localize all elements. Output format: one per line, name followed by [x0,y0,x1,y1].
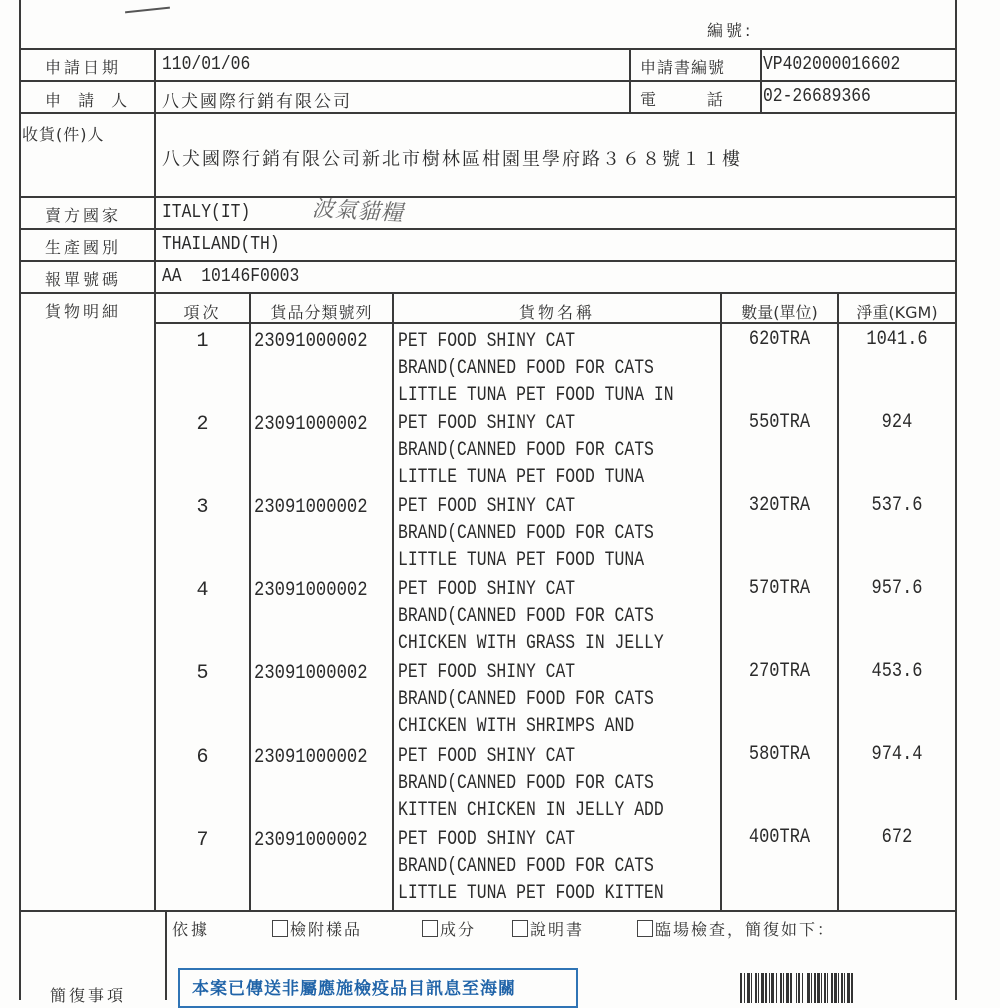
serial-label: 編號: [707,21,754,40]
checkbox-icon[interactable] [637,920,653,937]
item-no: 1 [196,330,209,353]
option-ingredients[interactable]: 成分 [422,917,476,940]
quantity: 570TRA [748,577,811,600]
col-header-net-weight: 淨重(KGM) [856,303,938,322]
application-no-value: VP402000016602 [763,53,901,75]
net-weight: 974.4 [871,743,923,766]
seller-country-value: ITALY(IT) [162,201,251,223]
description-line: LITTLE TUNA PET FOOD TUNA [398,549,645,572]
item-no: 3 [196,496,209,519]
col-header-hs-code: 貨品分類號列 [270,303,373,322]
row-line [19,112,957,114]
item-no: 5 [196,662,209,685]
col-header-description: 貨物名稱 [518,303,595,322]
checkbox-icon[interactable] [512,920,528,937]
col-divider [249,292,251,910]
option-onsite-inspection[interactable]: 臨場檢查，簡復如下： [637,917,835,940]
divider [760,48,762,112]
description-line: BRAND(CANNED FOOD FOR CATS [398,605,654,628]
row-line [19,228,957,230]
description-line: BRAND(CANNED FOOD FOR CATS [398,522,654,545]
row-line [19,48,957,50]
item-no: 7 [196,829,209,852]
description-line: PET FOOD SHINY CAT [398,330,576,353]
origin-country-label: 生產國別 [45,238,122,257]
customs-stamp: 本案已傳送非屬應施檢疫品目訊息至海關 [178,968,578,1008]
declaration-no-label: 報單號碼 [45,270,122,289]
col-divider [720,292,722,910]
hs-code: 23091000002 [254,829,368,852]
col-divider [837,292,839,910]
application-no-label: 申請書編號 [640,58,726,77]
table-bottom-line [19,910,957,912]
description-line: BRAND(CANNED FOOD FOR CATS [398,772,654,795]
apply-date-value: 110/01/06 [162,53,251,75]
row-line [19,196,957,198]
description-line: CHICKEN WITH GRASS IN JELLY [398,632,664,655]
row-line [19,260,957,262]
scan-mark [125,7,170,14]
hs-code: 23091000002 [254,746,368,769]
hs-code: 23091000002 [254,662,368,685]
checkbox-icon[interactable] [272,920,288,937]
description-line: BRAND(CANNED FOOD FOR CATS [398,855,654,878]
seller-country-label: 賣方國家 [45,206,122,225]
quantity: 320TRA [748,494,811,517]
frame-right [955,0,957,1000]
description-line: PET FOOD SHINY CAT [398,412,576,435]
divider [629,48,631,112]
net-weight: 453.6 [871,660,923,683]
description-line: PET FOOD SHINY CAT [398,578,576,601]
consignee-value: 八犬國際行銷有限公司新北市樹林區柑園里學府路３６８號１１樓 [162,149,742,170]
option-sample[interactable]: 檢附樣品 [272,917,362,940]
net-weight: 957.6 [871,577,923,600]
description-line: KITTEN CHICKEN IN JELLY ADD [398,799,664,822]
description-line: LITTLE TUNA PET FOOD TUNA [398,466,645,489]
option-manual[interactable]: 說明書 [512,917,584,940]
col-divider [392,292,394,910]
hs-code: 23091000002 [254,413,368,436]
reply-label: 簡復事項 [50,986,127,1005]
phone-value: 02-26689366 [763,85,871,107]
phone-label: 電 話 [640,90,723,109]
quantity: 400TRA [748,826,811,849]
quantity: 270TRA [748,660,811,683]
applicant-label: 申 請 人 [45,91,134,110]
description-line: CHICKEN WITH SHRIMPS AND [398,715,635,738]
reply-divider [165,910,167,1000]
row-line [19,292,957,294]
hs-code: 23091000002 [254,330,368,353]
row-line [19,80,957,82]
quantity: 620TRA [748,328,811,351]
description-line: LITTLE TUNA PET FOOD TUNA IN [398,384,674,407]
frame-left [19,0,21,1000]
consignee-label: 收貨(件)人 [22,125,105,144]
col-header-quantity: 數量(單位) [741,303,818,322]
description-line: BRAND(CANNED FOOD FOR CATS [398,357,654,380]
barcode-icon [740,973,915,1003]
description-line: PET FOOD SHINY CAT [398,495,576,518]
description-line: BRAND(CANNED FOOD FOR CATS [398,688,654,711]
quantity: 580TRA [748,743,811,766]
item-no: 4 [196,579,209,602]
description-line: LITTLE TUNA PET FOOD KITTEN [398,882,664,905]
description-line: BRAND(CANNED FOOD FOR CATS [398,439,654,462]
col-header-item: 項次 [183,303,222,322]
net-weight: 1041.6 [866,328,928,351]
quantity: 550TRA [748,411,811,434]
hs-code: 23091000002 [254,579,368,602]
label-divider [154,48,156,910]
apply-date-label: 申請日期 [45,58,122,77]
applicant-value: 八犬國際行銷有限公司 [162,92,352,112]
goods-detail-label: 貨物明細 [45,302,122,321]
handwritten-note: 波氣貓糧 [311,196,405,227]
net-weight: 672 [881,826,913,849]
net-weight: 924 [881,411,913,434]
item-no: 6 [196,746,209,769]
origin-country-value: THAILAND(TH) [162,233,280,255]
description-line: PET FOOD SHINY CAT [398,661,576,684]
item-no: 2 [196,413,209,436]
checkbox-icon[interactable] [422,920,438,937]
net-weight: 537.6 [871,494,923,517]
description-line: PET FOOD SHINY CAT [398,828,576,851]
description-line: PET FOOD SHINY CAT [398,745,576,768]
declaration-no-value: AA 10146F0003 [162,265,300,287]
basis-label: 依據 [172,920,211,939]
hs-code: 23091000002 [254,496,368,519]
